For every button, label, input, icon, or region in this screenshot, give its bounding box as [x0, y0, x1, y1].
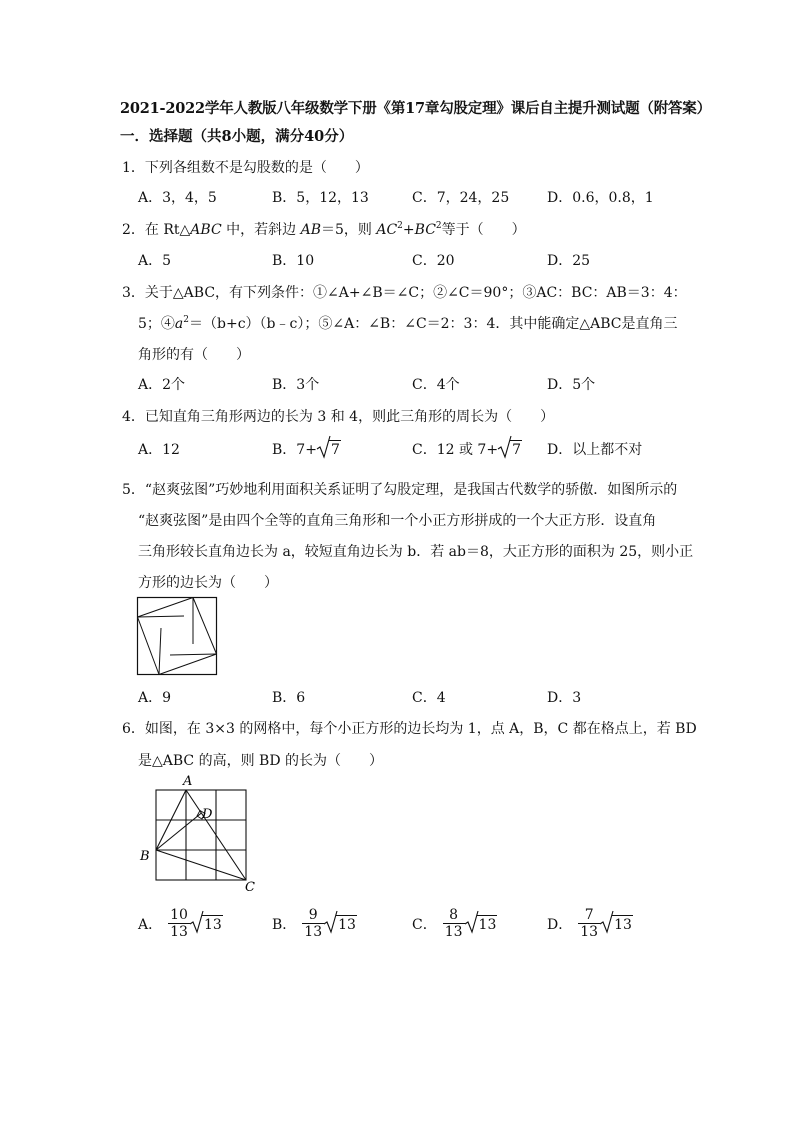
- label-c: C: [245, 880, 255, 895]
- label-d: D: [202, 807, 213, 822]
- q3-var-a: a: [174, 316, 184, 332]
- sqrt-sign: [190, 915, 223, 933]
- q1-stem: 1．下列各组数不是勾股数的是（ ）: [122, 160, 369, 176]
- q4-option-b-text: B．7+: [272, 442, 317, 458]
- q2-mid: 中，若斜边: [221, 222, 301, 238]
- numerator: 9: [308, 907, 318, 923]
- exam-title: 2021-2022学年人教版八年级数学下册《第17章勾股定理》课后自主提升测试题（附答案）: [120, 100, 711, 117]
- triangle-abc: [156, 790, 246, 880]
- denominator: 13: [580, 924, 599, 940]
- q5-option-d: D．3: [547, 690, 582, 706]
- q6-option-c-label: C．: [412, 916, 437, 933]
- q6-line-2: 是△ABC 的高，则 BD 的长为（ ）: [138, 753, 383, 769]
- fraction: [443, 907, 465, 940]
- grid-lines: [156, 790, 246, 880]
- q3-option-a: A．2个: [138, 377, 186, 393]
- q2-abc: ABC: [190, 222, 222, 238]
- q2-option-a: A．5: [138, 253, 172, 269]
- q3-line-2: [138, 313, 678, 333]
- q2-ab: AB: [300, 222, 321, 238]
- fraction: [578, 907, 600, 940]
- q6-option-a: [138, 907, 223, 940]
- q4-stem: 4．已知直角三角形两边的长为 3 和 4，则此三角形的周长为（ ）: [122, 409, 555, 425]
- q2-plus: +: [402, 222, 415, 238]
- q2-tail: 等于（ ）: [441, 222, 526, 238]
- numerator: 8: [449, 907, 459, 923]
- radical-sign-icon: [317, 436, 331, 458]
- q5-option-a: A．9: [138, 690, 172, 706]
- radical-sign-icon: [190, 911, 204, 933]
- radicand: 13: [203, 916, 222, 933]
- q5-line-3: 三角形较长直角边长为 a，较短直角边长为 b．若 ab＝8，大正方形的面积为 25，则小正: [138, 544, 694, 560]
- denominator: 13: [170, 924, 188, 940]
- q4-option-b: [272, 439, 341, 459]
- q4-option-c: [412, 439, 522, 459]
- radicand: 13: [614, 916, 632, 933]
- label-b: B: [140, 849, 150, 864]
- numerator: 7: [584, 907, 594, 923]
- q2-bc: BC: [414, 222, 436, 238]
- radicand: 13: [478, 916, 497, 933]
- q3-line-1: 3．关于△ABC，有下列条件：①∠A+∠B＝∠C；②∠C＝90°；③AC：BC：AB＝3：4：: [122, 285, 687, 301]
- sqrt-sign: [324, 915, 357, 933]
- sqrt-sign: [600, 915, 633, 933]
- section-heading: 一．选择题（共8小题，满分40分）: [120, 128, 354, 145]
- q6-option-a-label: A．: [138, 916, 163, 933]
- q4-option-c-radicand: 7: [512, 442, 521, 458]
- q1-option-c: C．7，24，25: [412, 190, 510, 206]
- radical-sign-icon: [498, 436, 512, 458]
- q2-eq5: ＝5，则: [320, 222, 377, 238]
- q2-ac: AC: [376, 222, 398, 238]
- inner-lines: [138, 598, 217, 675]
- q3-line-3: 角形的有（ ）: [138, 347, 250, 363]
- q5-option-b: B．6: [272, 690, 306, 706]
- q2-stem: [122, 219, 526, 239]
- q6-line-1: 6．如图，在 3×3 的网格中，每个小正方形的边长均为 1，点 A，B，C 都在格点上，若 BD: [122, 721, 697, 737]
- q1-option-a: A．3，4，5: [138, 190, 217, 206]
- radical-sign-icon: [600, 911, 614, 933]
- q4-option-b-radicand: 7: [330, 442, 340, 458]
- small-square: [138, 598, 217, 675]
- q3-line2-a: 5；④: [138, 316, 175, 332]
- radicand: 13: [338, 916, 356, 933]
- q2-option-b: B．10: [272, 253, 315, 269]
- q5-line-4: 方形的边长为（ ）: [138, 575, 278, 591]
- outer-square: [138, 598, 217, 675]
- radical-sign-icon: [465, 911, 479, 933]
- q3-option-d: D．5个: [547, 377, 596, 393]
- q5-line-1: 5．“赵爽弦图”巧妙地利用面积关系证明了勾股定理，是我国古代数学的骄傲．如图所示的: [122, 482, 678, 498]
- q6-option-d: [547, 907, 633, 940]
- q6-option-b-label: B．: [272, 916, 297, 933]
- q4-option-d: D．以上都不对: [547, 442, 643, 458]
- q3-line2-b: ＝（b+c）（b﹣c）；⑤∠A：∠B：∠C＝2：3：4．其中能确定△ABC是直角三: [189, 316, 678, 332]
- numerator: 10: [170, 907, 188, 923]
- q2-sq2: 2: [435, 221, 442, 231]
- denominator: 13: [304, 924, 323, 940]
- q1-option-b: B．5，12，13: [272, 190, 369, 206]
- grid-diagram: [138, 772, 263, 895]
- q3-option-c: C．4个: [412, 377, 460, 393]
- q3-sq: 2: [183, 315, 190, 325]
- fraction: [302, 907, 324, 940]
- q5-line-2: “赵爽弦图”是由四个全等的直角三角形和一个小正方形拼成的一个大正方形．设直角: [138, 513, 657, 529]
- q3-option-b: B．3个: [272, 377, 320, 393]
- q5-option-c: C．4: [412, 690, 446, 706]
- q4-option-a: A．12: [138, 442, 180, 458]
- q1-option-d: D．0.6，0.8，1: [547, 190, 654, 206]
- q2-sq1: 2: [397, 221, 403, 231]
- q2-num: 2．在 Rt△: [122, 222, 191, 238]
- q6-option-d-label: D．: [547, 916, 573, 933]
- denominator: 13: [444, 924, 463, 940]
- label-a: A: [183, 774, 193, 789]
- q6-option-b: [272, 907, 357, 940]
- fraction: [168, 907, 190, 940]
- q2-option-d: D．25: [547, 253, 591, 269]
- zhao-shuang-diagram: [137, 597, 217, 675]
- q6-option-c: [412, 907, 497, 940]
- q4-option-c-text: C．12 或 7+: [412, 442, 499, 458]
- radical-sign-icon: [324, 911, 338, 933]
- sqrt-sign: [465, 915, 498, 933]
- sqrt-sign: [498, 440, 522, 458]
- q2-option-c: C．20: [412, 253, 455, 269]
- sqrt-sign: [317, 440, 341, 458]
